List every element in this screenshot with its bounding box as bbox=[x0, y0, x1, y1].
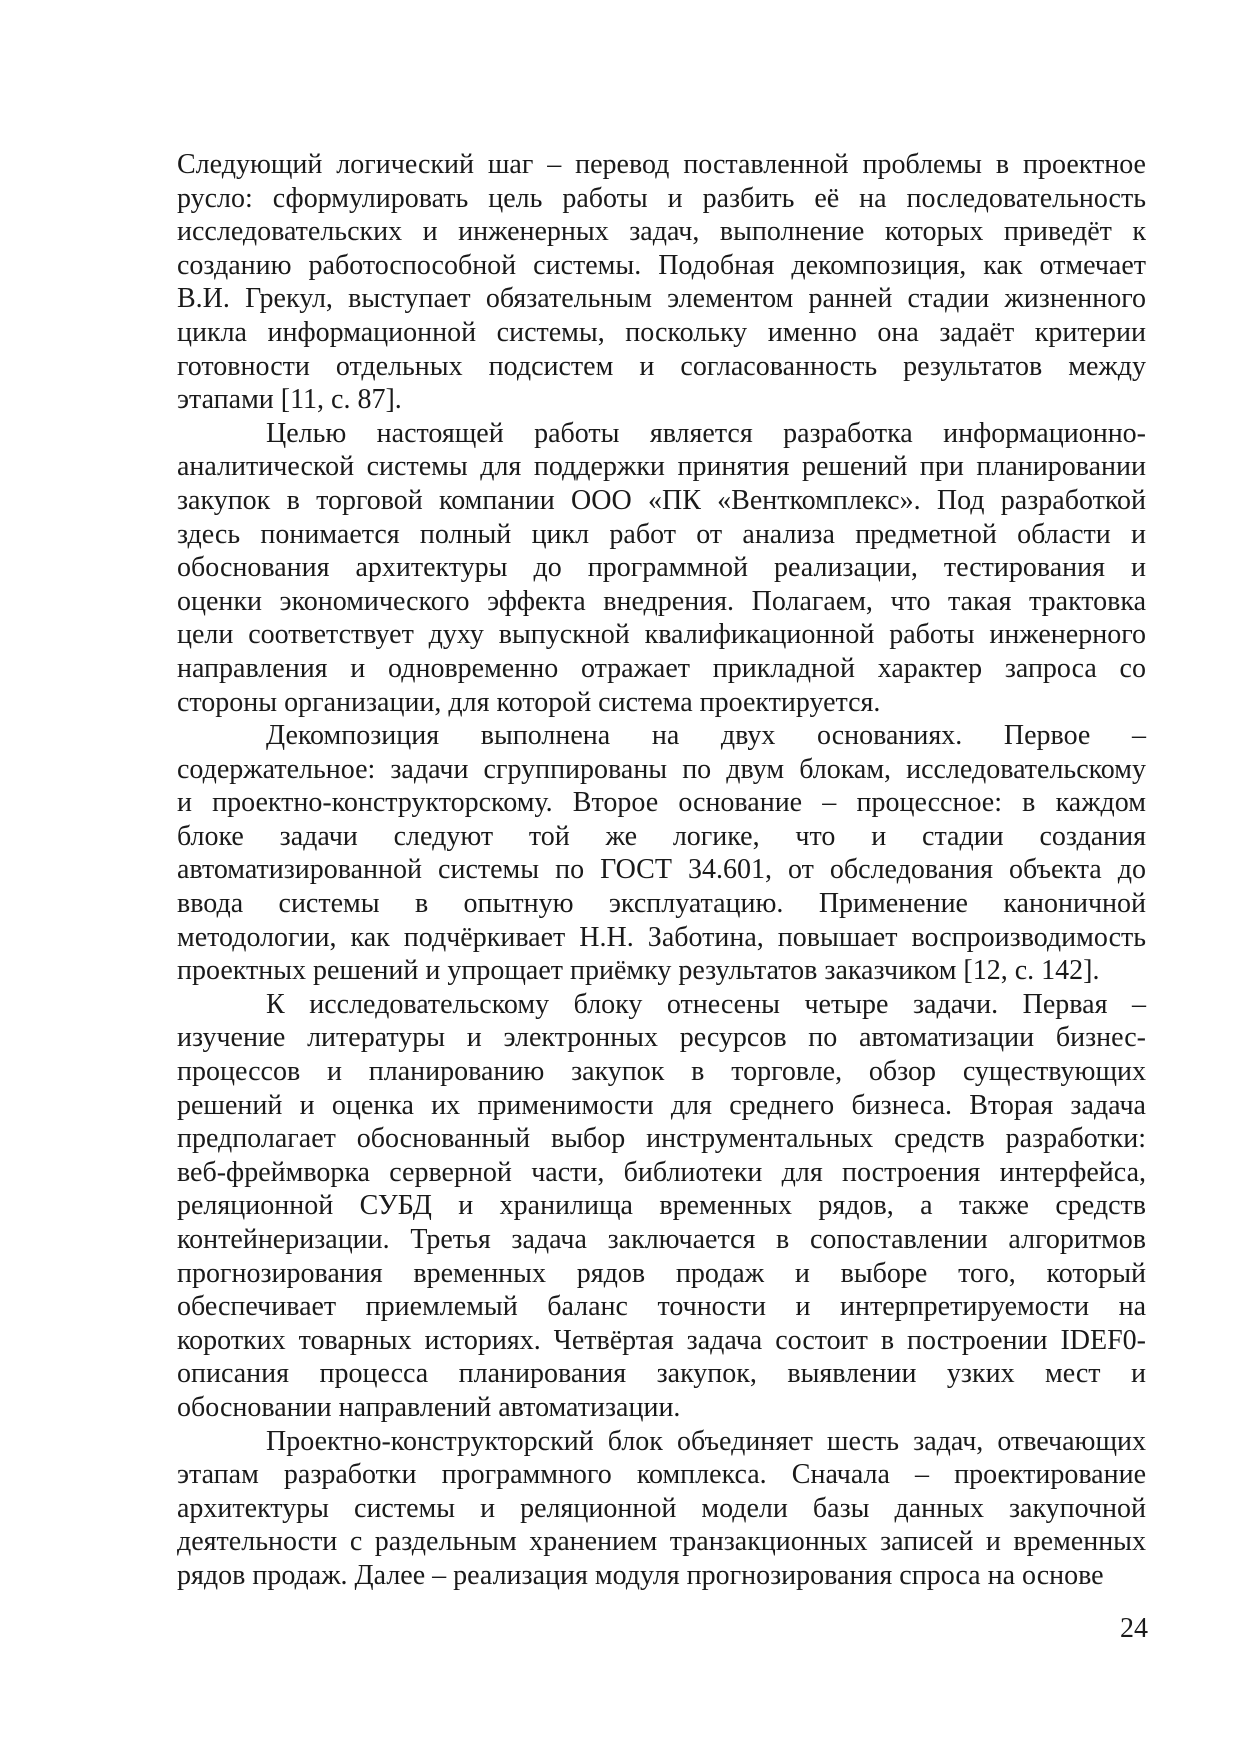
text-line: цели соответствует духу выпускной квалификационной работы инженерного bbox=[177, 619, 1146, 651]
text-line: описания процесса планирования закупок, выявлении узких мест и bbox=[177, 1358, 1146, 1390]
text-line: обосновании направлений автоматизации. bbox=[177, 1391, 681, 1423]
text-line: созданию работоспособной системы. Подобная декомпозиция, как отмечает bbox=[177, 249, 1146, 281]
paragraph bbox=[177, 417, 1146, 719]
paragraph bbox=[177, 988, 1146, 1425]
text-line: ввода системы в опытную эксплуатацию. Применение каноничной bbox=[177, 888, 1146, 920]
text-line: содержательное: задачи сгруппированы по двум блокам, исследовательскому bbox=[177, 753, 1146, 785]
text-line: автоматизированной системы по ГОСТ 34.601, от обследования объекта до bbox=[177, 854, 1146, 886]
text-line: аналитической системы для поддержки принятия решений при планировании bbox=[177, 451, 1146, 483]
paragraph bbox=[177, 1425, 1146, 1593]
text-line: решений и оценка их применимости для среднего бизнеса. Вторая задача bbox=[177, 1089, 1146, 1121]
text-line: проектных решений и упрощает приёмку результатов заказчиком [12, с. 142]. bbox=[177, 955, 1100, 987]
text-line: Целью настоящей работы является разработка информационно- bbox=[266, 417, 1146, 449]
paragraph bbox=[177, 148, 1146, 417]
text-line: контейнеризации. Третья задача заключается в сопоставлении алгоритмов bbox=[177, 1224, 1146, 1255]
body-text bbox=[177, 148, 1146, 1593]
text-line: изучение литературы и электронных ресурсов по автоматизации бизнес- bbox=[177, 1022, 1146, 1054]
text-line: предполагает обоснованный выбор инструментальных средств разработки: bbox=[177, 1123, 1146, 1155]
text-line: закупок в торговой компании ООО «ПК «Венткомплекс». Под разработкой bbox=[177, 484, 1146, 516]
text-line: Проектно-конструкторский блок объединяет шесть задач, отвечающих bbox=[266, 1425, 1146, 1457]
text-line: прогнозирования временных рядов продаж и выборе того, который bbox=[177, 1257, 1146, 1289]
text-line: оценки экономического эффекта внедрения. Полагаем, что такая трактовка bbox=[177, 585, 1146, 617]
page-number: 24 bbox=[1120, 1613, 1148, 1644]
text-line: и проектно-конструкторскому. Второе основание – процессное: в каждом bbox=[177, 787, 1146, 819]
text-line: рядов продаж. Далее – реализация модуля прогнозирования спроса на основе bbox=[177, 1559, 1104, 1591]
text-line: архитектуры системы и реляционной модели базы данных закупочной bbox=[177, 1492, 1146, 1524]
text-line: обеспечивает приемлемый баланс точности и интерпретируемости на bbox=[177, 1291, 1146, 1323]
text-line: веб-фреймворка серверной части, библиотеки для построения интерфейса, bbox=[177, 1156, 1146, 1188]
text-line: блоке задачи следуют той же логике, что и стадии создания bbox=[177, 820, 1146, 852]
text-line: Следующий логический шаг – перевод поставленной проблемы в проектное bbox=[177, 149, 1146, 180]
text-line: К исследовательскому блоку отнесены четыре задачи. Первая – bbox=[266, 988, 1146, 1020]
text-line: готовности отдельных подсистем и согласованность результатов между bbox=[177, 350, 1146, 382]
text-line: обоснования архитектуры до программной реализации, тестирования и bbox=[177, 552, 1146, 584]
text-line: цикла информационной системы, поскольку именно она задаёт критерии bbox=[177, 316, 1146, 348]
text-line: реляционной СУБД и хранилища временных рядов, а также средств bbox=[177, 1190, 1146, 1222]
text-line: направления и одновременно отражает прикладной характер запроса со bbox=[177, 652, 1146, 684]
text-line: русло: сформулировать цель работы и разбить её на последовательность bbox=[177, 182, 1146, 214]
text-line: деятельности с раздельным хранением транзакционных записей и временных bbox=[177, 1526, 1146, 1558]
paragraph bbox=[177, 719, 1146, 988]
text-line: стороны организации, для которой система проектируется. bbox=[177, 686, 881, 718]
text-line: процессов и планированию закупок в торговле, обзор существующих bbox=[177, 1056, 1146, 1088]
text-line: этапам разработки программного комплекса. Сначала – проектирование bbox=[177, 1459, 1146, 1491]
text-line: В.И. Грекул, выступает обязательным элементом ранней стадии жизненного bbox=[177, 283, 1146, 315]
text-line: методологии, как подчёркивает Н.Н. Заботина, повышает воспроизводимость bbox=[177, 921, 1146, 953]
text-line: здесь понимается полный цикл работ от анализа предметной области и bbox=[177, 518, 1146, 550]
text-line: коротких товарных историях. Четвёртая задача состоит в построении IDEF0- bbox=[177, 1324, 1146, 1356]
text-line: этапами [11, с. 87]. bbox=[177, 384, 402, 416]
text-line: Декомпозиция выполнена на двух основаниях. Первое – bbox=[266, 720, 1146, 752]
text-line: исследовательских и инженерных задач, выполнение которых приведёт к bbox=[177, 216, 1146, 248]
